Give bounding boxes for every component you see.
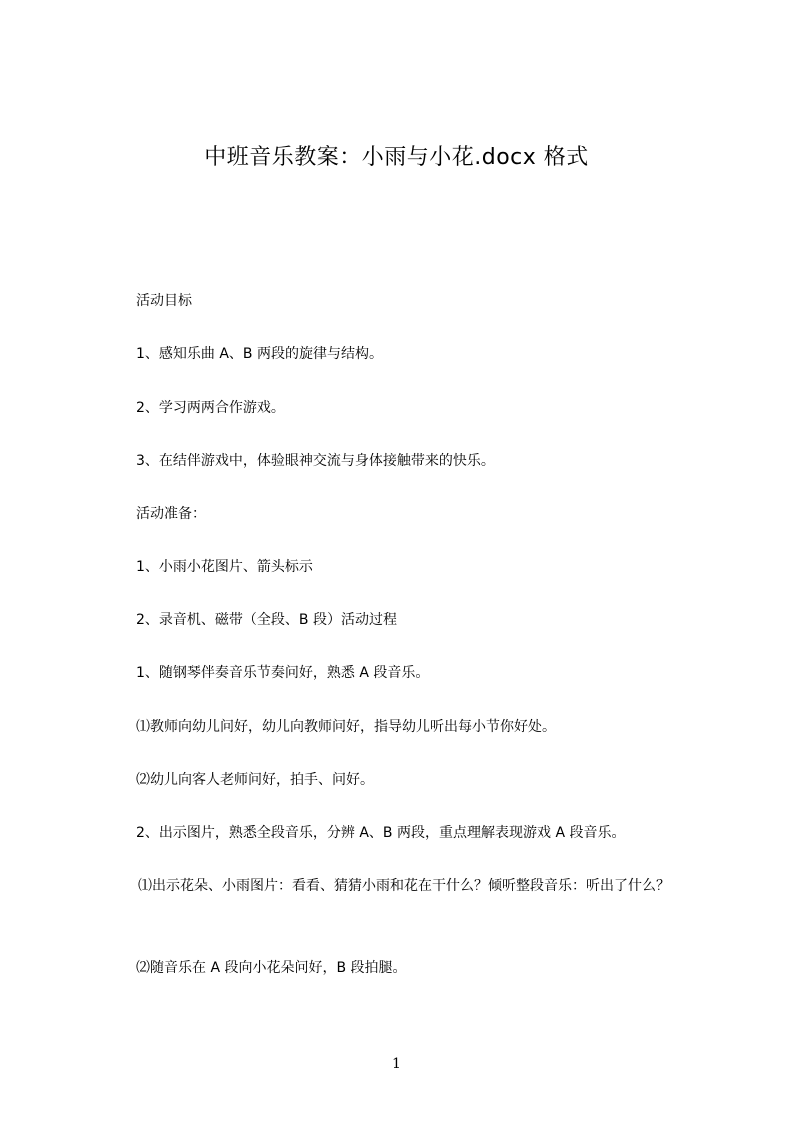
page-number: 1	[392, 1056, 401, 1072]
paragraph-goal-1: 1、感知乐曲 A、B 两段的旋律与结构。	[136, 346, 383, 362]
paragraph-goal-3: 3、在结伴游戏中，体验眼神交流与身体接触带来的快乐。	[136, 453, 495, 469]
paragraph-process-2: 2、出示图片，熟悉全段音乐，分辨 A、B 两段，重点理解表现游戏 A 段音乐。	[136, 825, 626, 841]
paragraph-process-2-sub-1: ⑴出示花朵、小雨图片：看看、猜猜小雨和花在干什么？倾听整段音乐：听出了什么？	[138, 878, 670, 894]
paragraph-preparation-heading: 活动准备：	[136, 506, 206, 522]
paragraph-process-1-sub-1: ⑴教师向幼儿问好，幼儿向教师问好，指导幼儿听出每小节你好处。	[136, 719, 556, 735]
paragraph-preparation-1: 1、小雨小花图片、箭头标示	[136, 559, 313, 575]
document-title: 中班音乐教案：小雨与小花.docx 格式	[204, 145, 589, 170]
paragraph-preparation-2: 2、录音机、磁带（全段、B 段）活动过程	[136, 612, 397, 628]
paragraph-process-2-sub-2: ⑵随音乐在 A 段向小花朵问好，B 段拍腿。	[136, 960, 407, 976]
paragraph-process-1-sub-2: ⑵幼儿向客人老师问好，拍手、问好。	[136, 772, 374, 788]
paragraph-process-1: 1、随钢琴伴奏音乐节奏问好，熟悉 A 段音乐。	[136, 665, 430, 681]
paragraph-goal-2: 2、学习两两合作游戏。	[136, 400, 285, 416]
paragraph-activity-goals-heading: 活动目标	[136, 293, 192, 309]
